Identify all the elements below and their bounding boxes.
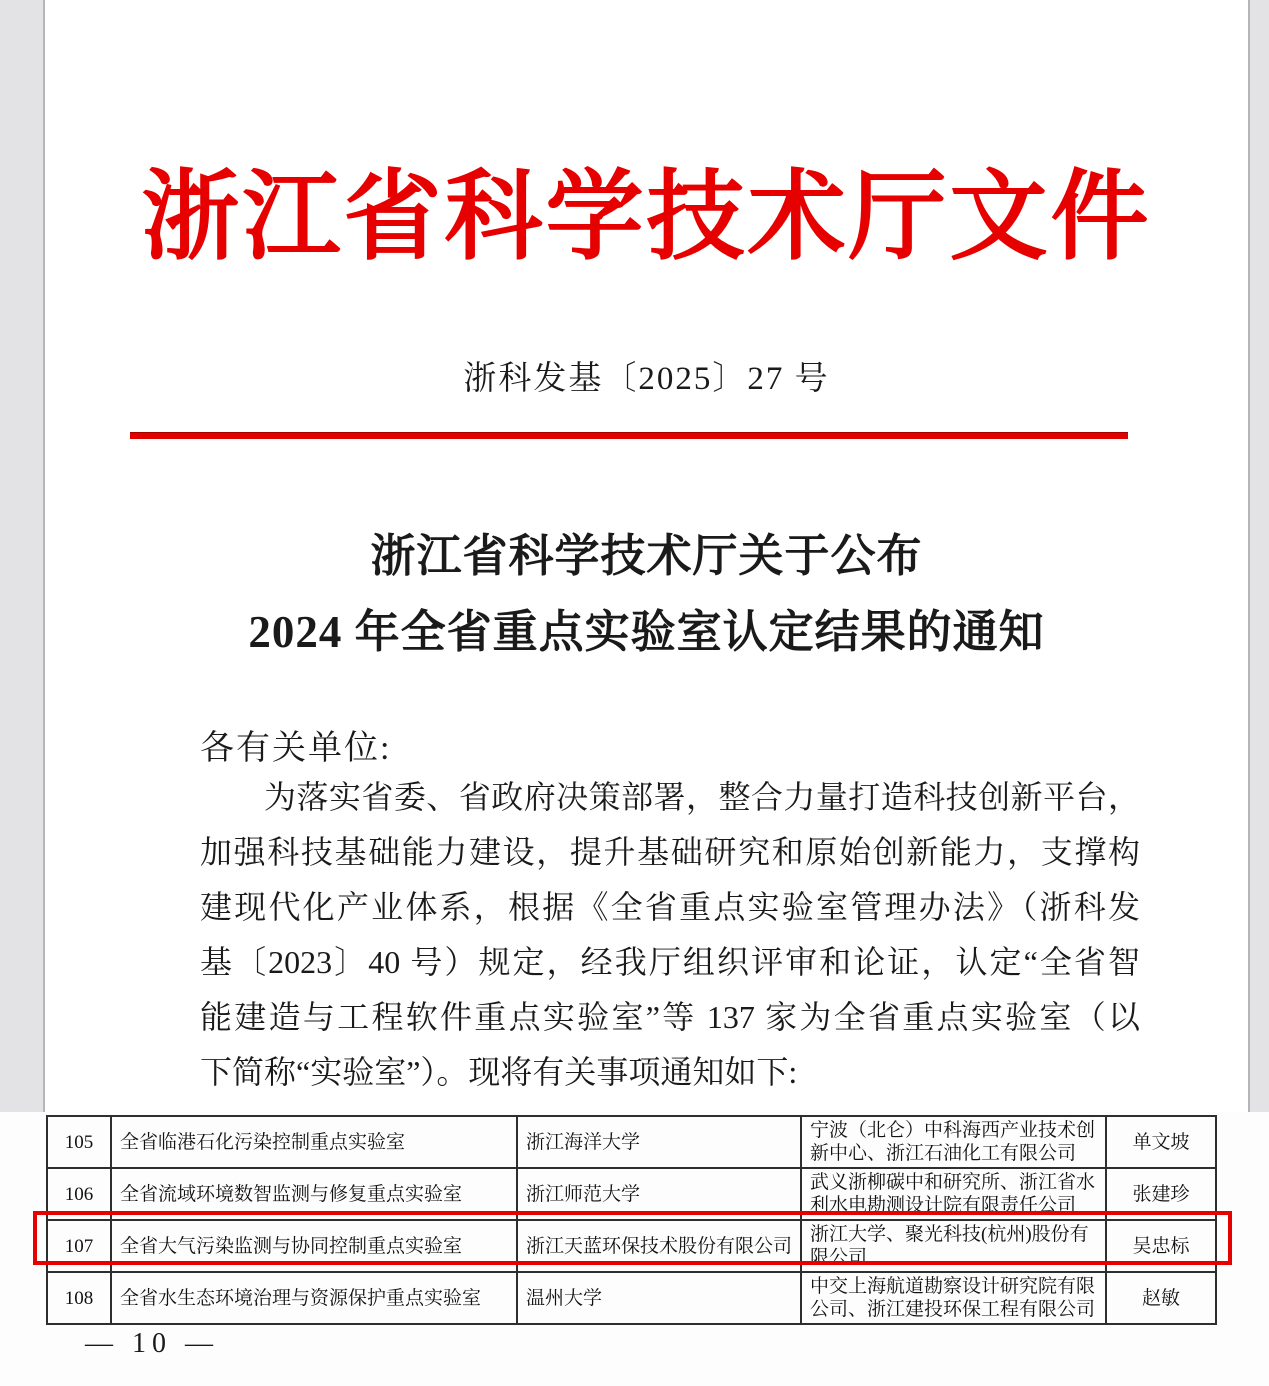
body-line: 能建造与工程软件重点实验室”等 137 家为全省重点实验室（以	[200, 999, 1140, 1035]
notice-title-line1: 浙江省科学技术厅关于公布	[370, 531, 923, 581]
body-line: 下简称“实验室”）。现将有关事项通知如下:	[200, 1054, 798, 1090]
lab-name-cell: 全省临港石化污染控制重点实验室	[111, 1116, 517, 1168]
director-cell: 赵敏	[1106, 1272, 1216, 1324]
institution-cell: 浙江天蓝环保技术股份有限公司	[517, 1220, 801, 1272]
director-cell: 吴忠标	[1106, 1220, 1216, 1272]
partners-cell: 武义浙柳碳中和研究所、浙江省水利水电勘测设计院有限责任公司	[801, 1168, 1106, 1220]
notice-title-line2: 2024 年全省重点实验室认定结果的通知	[248, 607, 1045, 657]
director-cell: 张建珍	[1106, 1168, 1216, 1220]
row-number-cell: 107	[47, 1220, 111, 1272]
body-line: 加强科技基础能力建设，提升基础研究和原始创新能力，支撑构	[200, 834, 1140, 870]
table-row-105	[47, 1116, 1216, 1168]
row-number-cell: 106	[47, 1168, 111, 1220]
partners-cell: 宁波（北仑）中科海西产业技术创新中心、浙江石油化工有限公司	[801, 1116, 1106, 1168]
row-number-cell: 105	[47, 1116, 111, 1168]
labs-table	[46, 1115, 1217, 1325]
document-number: 浙科发基〔2025〕27 号	[463, 361, 830, 397]
body-line: 建现代化产业体系，根据《全省重点实验室管理办法》（浙科发	[200, 889, 1140, 925]
body-line: 基〔2023〕40 号）规定，经我厅组织评审和论证，认定“全省智	[200, 944, 1140, 980]
partners-cell: 中交上海航道勘察设计研究院有限公司、浙江建投环保工程有限公司	[801, 1272, 1106, 1324]
table-row-108	[47, 1272, 1216, 1324]
director-cell: 单文坡	[1106, 1116, 1216, 1168]
lab-name-cell: 全省水生态环境治理与资源保护重点实验室	[111, 1272, 517, 1324]
partners-cell: 浙江大学、聚光科技(杭州)股份有限公司	[801, 1220, 1106, 1272]
institution-cell: 温州大学	[517, 1272, 801, 1324]
red-divider-line	[130, 432, 1128, 439]
body-text	[200, 770, 1140, 1100]
document-page	[45, 0, 1248, 1112]
lab-name-cell: 全省大气污染监测与协同控制重点实验室	[111, 1220, 517, 1272]
institution-cell: 浙江师范大学	[517, 1168, 801, 1220]
notice-title	[45, 518, 1248, 670]
labs-table-section	[0, 1112, 1269, 1386]
page-number: — 10 —	[85, 1328, 219, 1359]
body-line: 为落实省委、省政府决策部署，整合力量打造科技创新平台，	[264, 779, 1140, 815]
table-row-106	[47, 1168, 1216, 1220]
desk-background-right	[1248, 0, 1269, 1112]
row-number-cell: 108	[47, 1272, 111, 1324]
table-row-107-highlighted	[47, 1220, 1216, 1272]
lab-name-cell: 全省流域环境数智监测与修复重点实验室	[111, 1168, 517, 1220]
institution-cell: 浙江海洋大学	[517, 1116, 801, 1168]
desk-background-left	[0, 0, 45, 1112]
salutation: 各有关单位:	[200, 730, 392, 767]
agency-header-title: 浙江省科学技术厅文件	[141, 164, 1152, 272]
